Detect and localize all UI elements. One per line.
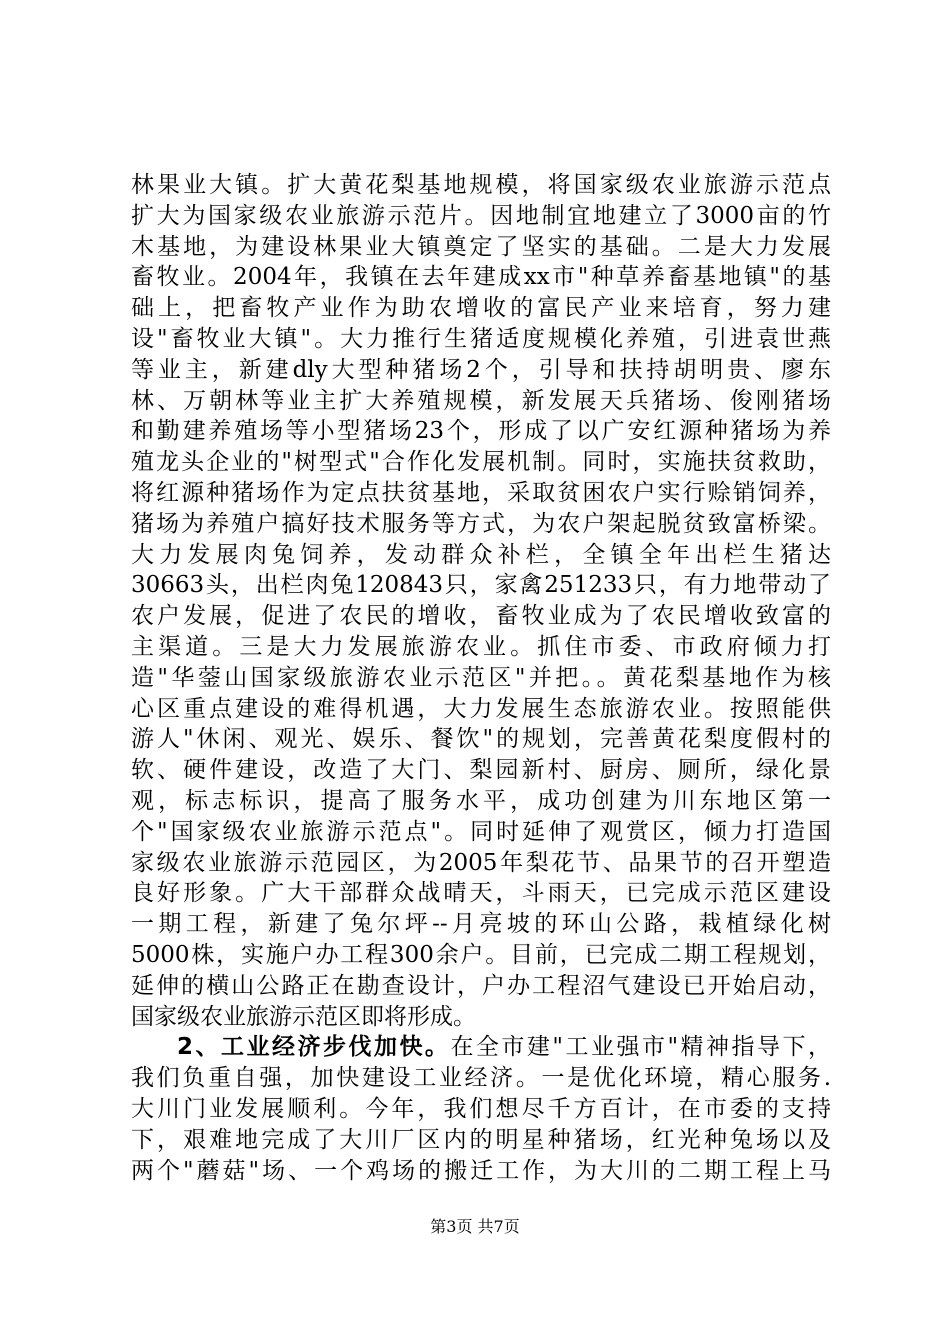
text-line: 一期工程，新建了兔尔坪--月亮坡的环山公路，栽植绿化树 [131, 911, 831, 938]
text-line: 主渠道。三是大力发展旅游农业。抓住市委、市政府倾力打 [131, 633, 831, 660]
text-line: 等业主，新建dly大型种猪场2个，引导和扶持胡明贵、廖东 [131, 356, 831, 383]
text-line: 软、硬件建设，改造了大门、梨园新村、厨房、厕所，绿化景 [131, 757, 831, 784]
text-line: 林、万朝林等业主扩大养殖规模，新发展天兵猪场、俊刚猪场 [131, 387, 831, 414]
text-line: 农户发展，促进了农民的增收，畜牧业成为了农民增收致富的 [131, 603, 831, 630]
text-line: 我们负重自强，加快建设工业经济。一是优化环境，精心服务. [131, 1065, 831, 1092]
page-number: 第3页 共7页 [430, 1217, 520, 1236]
text-line: 良好形象。广大干部群众战晴天，斗雨天，已完成示范区建设 [131, 880, 831, 907]
text-line: 个"国家级农业旅游示范点"。同时延伸了观赏区，倾力打造国 [131, 818, 831, 845]
text-line: 将红源种猪场作为定点扶贫基地，采取贫困农户实行赊销饲养， [131, 479, 831, 506]
text-line: 造"华蓥山国家级旅游农业示范区"并把。。黄花梨基地作为核 [131, 664, 831, 691]
text-line: 和勤建养殖场等小型猪场23个，形成了以广安红源种猪场为养 [131, 418, 831, 445]
text-line: 下，艰难地完成了大川厂区内的明星种猪场，红光种兔场以及 [131, 1126, 831, 1153]
text-line: 设"畜牧业大镇"。大力推行生猪适度规模化养殖，引进袁世燕 [131, 325, 831, 352]
text-line: 观，标志标识，提高了服务水平，成功创建为川东地区第一 [131, 787, 831, 814]
text-line: 殖龙头企业的"树型式"合作化发展机制。同时，实施扶贫救助， [131, 449, 831, 476]
body-text [131, 170, 831, 1186]
text-line: 木基地，为建设林果业大镇奠定了坚实的基础。二是大力发展 [131, 233, 831, 260]
text-line: 国家级农业旅游示范区即将形成。 [131, 1003, 476, 1030]
paragraph-heading: 2、工业经济步伐加快。 [177, 1034, 451, 1061]
text-line: 家级农业旅游示范园区，为2005年梨花节、品果节的召开塑造 [131, 849, 831, 876]
text-line: 础上，把畜牧产业作为助农增收的富民产业来培育，努力建 [131, 295, 831, 322]
text-line: 猪场为养殖户搞好技术服务等方式，为农户架起脱贫致富桥梁。 [131, 510, 831, 537]
text-line: 延伸的横山公路正在勘查设计，户办工程沼气建设已开始启动， [131, 972, 831, 999]
text-line: 两个"蘑菇"场、一个鸡场的搬迁工作，为大川的二期工程上马 [131, 1157, 831, 1184]
text-line: 5000株，实施户办工程300余户。目前，已完成二期工程规划， [131, 941, 831, 968]
text-line: 游人"休闲、观光、娱乐、餐饮"的规划，完善黄花梨度假村的 [131, 726, 831, 753]
paragraph-2-first-line [131, 1032, 831, 1063]
text-line: 30663头，出栏肉兔120843只，家禽251233只，有力地带动了 [131, 572, 831, 599]
text-line: 大川门业发展顺利。今年，我们想尽千方百计，在市委的支持 [131, 1095, 831, 1122]
text-line: 扩大为国家级农业旅游示范片。因地制宜地建立了3000亩的竹 [131, 202, 831, 229]
paragraph-text: 在全市建"工业强市"精神指导下， [450, 1034, 831, 1061]
text-line: 林果业大镇。扩大黄花梨基地规模，将国家级农业旅游示范点 [131, 172, 831, 198]
text-line: 大力发展肉兔饲养，发动群众补栏，全镇全年出栏生猪达 [131, 541, 831, 568]
text-line: 心区重点建设的难得机遇，大力发展生态旅游农业。按照能供 [131, 695, 831, 722]
text-line: 畜牧业。2004年，我镇在去年建成xx市"种草养畜基地镇"的基 [131, 264, 831, 291]
